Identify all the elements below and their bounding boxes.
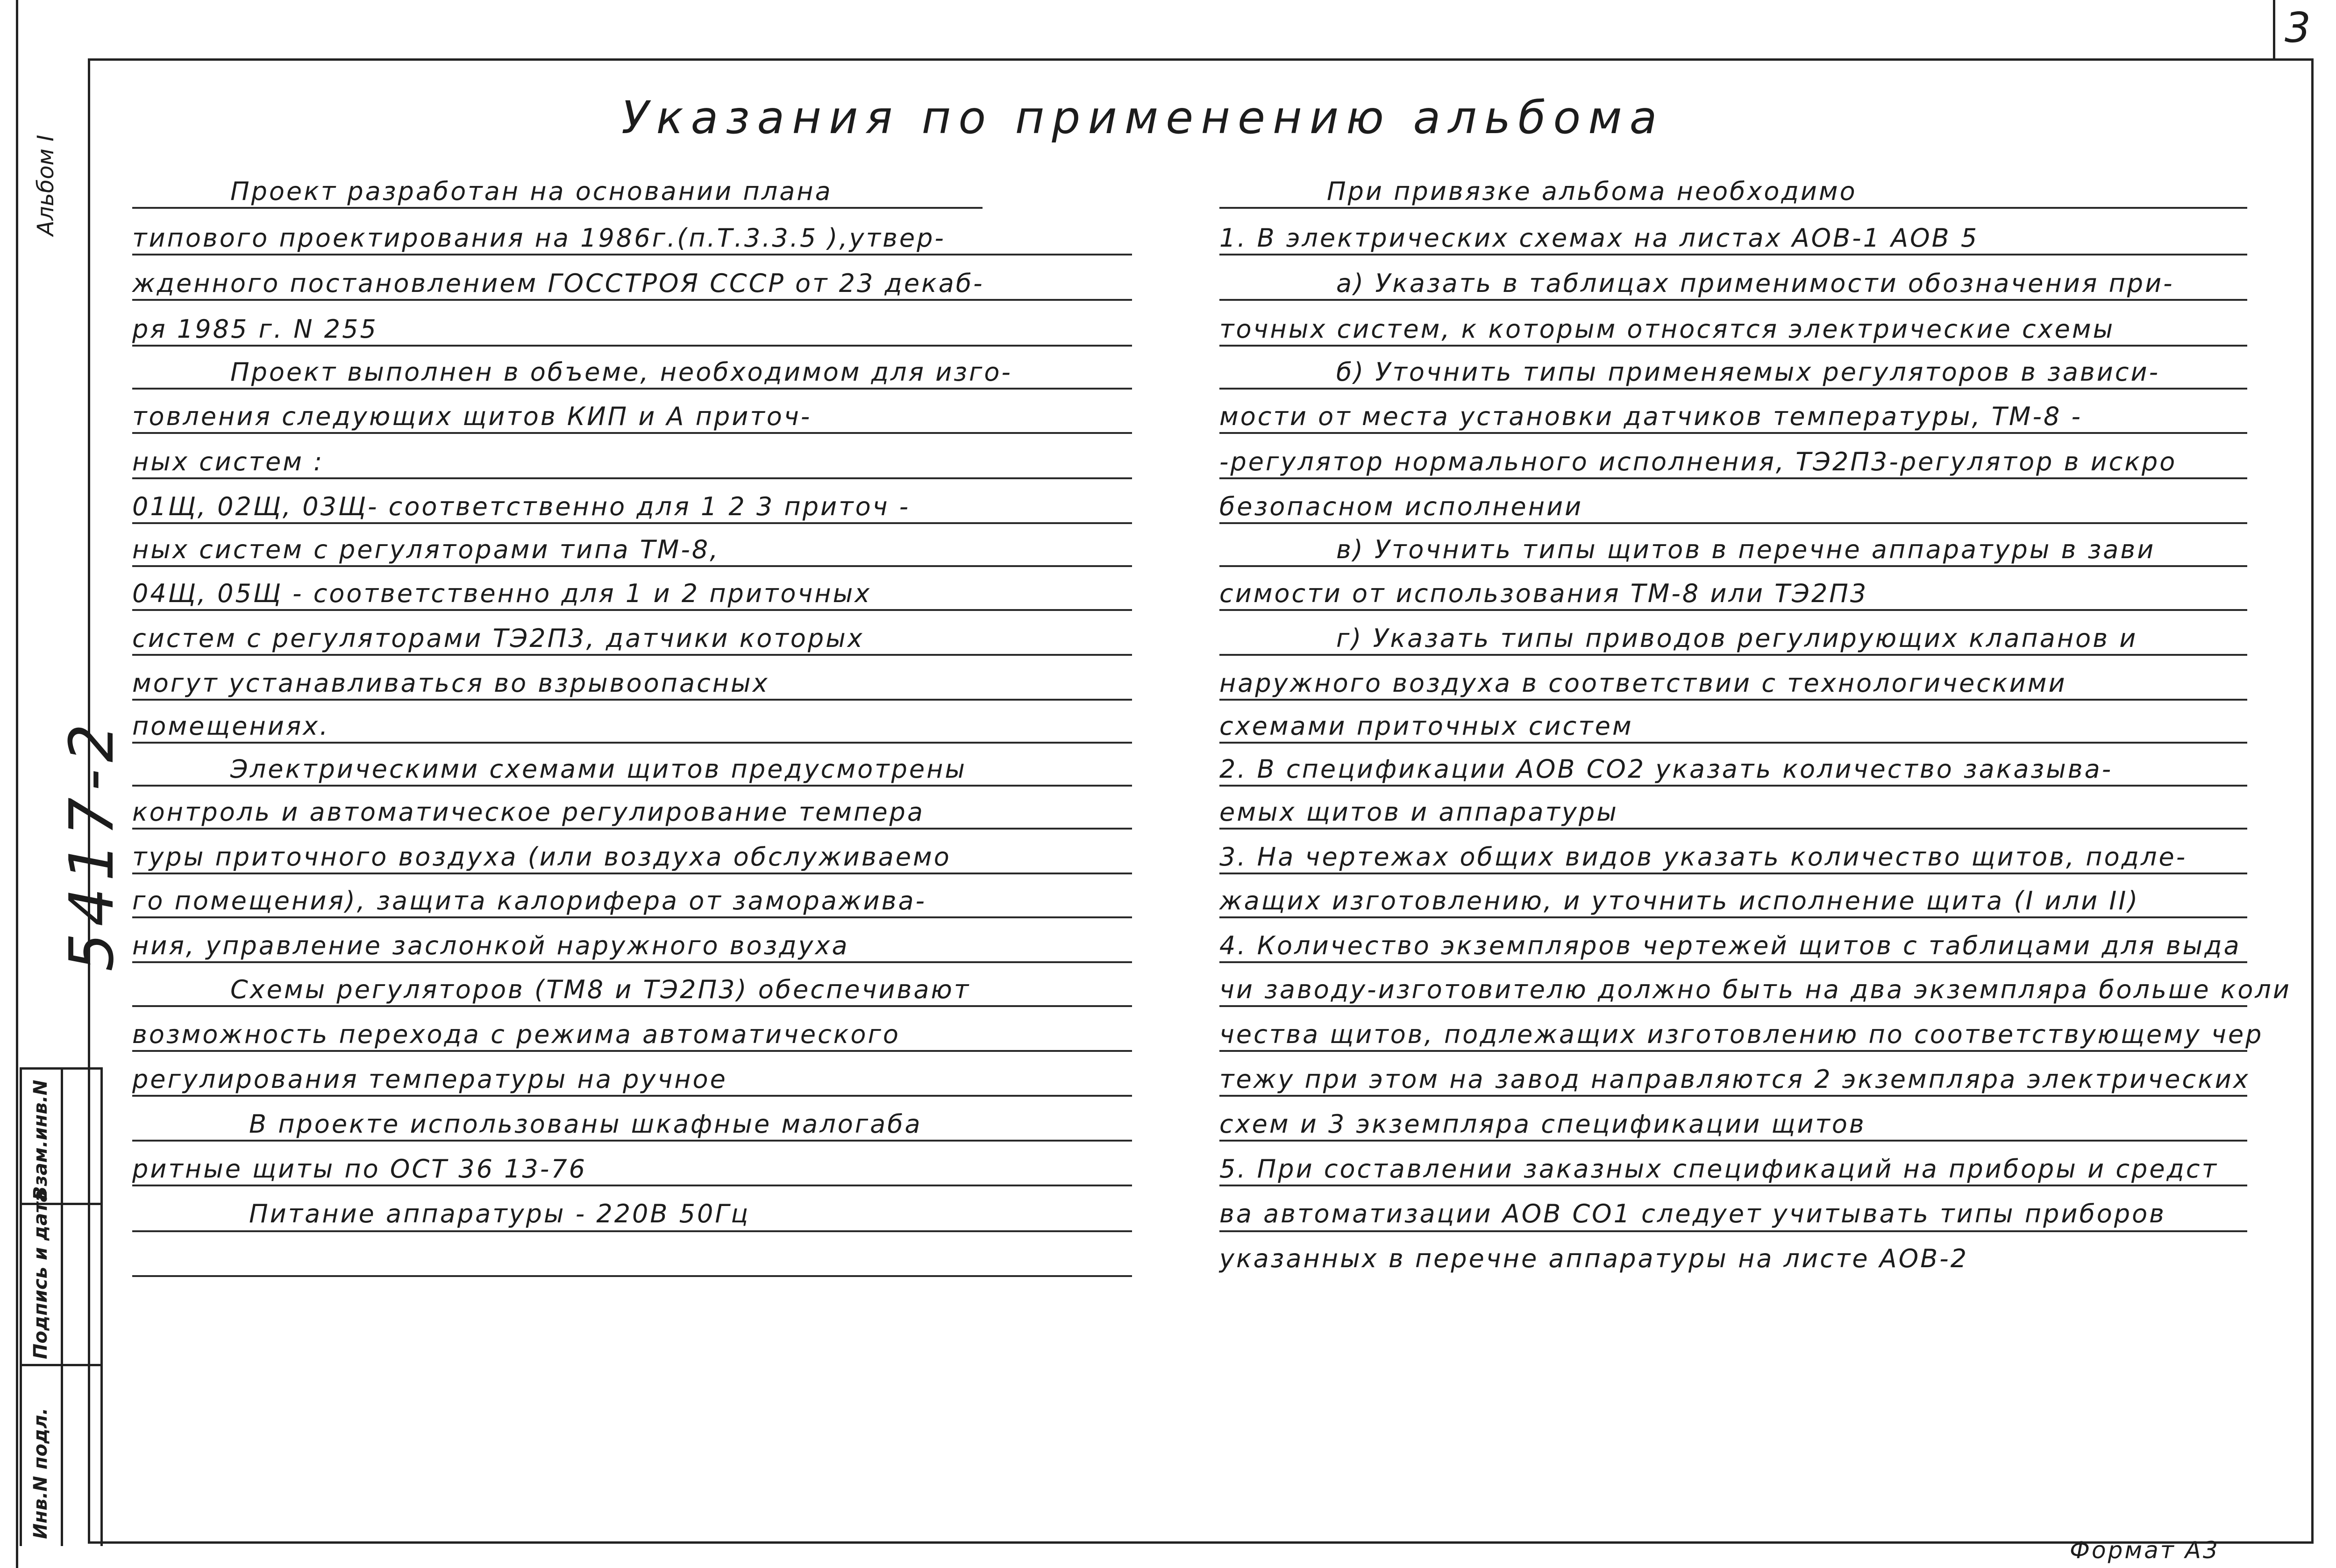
text-line: Электрическими схемами щитов предусмотрены	[230, 754, 967, 784]
ruled-line	[132, 828, 1132, 830]
text-line: возможность перехода с режима автоматического	[132, 1020, 900, 1049]
ruled-line	[1219, 916, 2247, 918]
ruled-line	[1219, 432, 2247, 434]
text-line: тежу при этом на завод направляются 2 экземпляра электрических	[1219, 1064, 2250, 1094]
ruled-line	[1219, 1050, 2247, 1052]
text-line: жащих изготовлению, и уточнить исполнение щита (I или II)	[1219, 886, 2140, 915]
text-line: ных систем :	[132, 447, 324, 476]
text-line: чи заводу-изготовителю должно быть на два экземпляра больше коли	[1219, 975, 2291, 1004]
ruled-line	[1219, 828, 2247, 830]
text-line: помещениях.	[132, 711, 330, 741]
ruled-line	[1219, 1230, 2247, 1232]
text-line: безопасном исполнении	[1219, 492, 1583, 521]
text-line: контроль и автоматическое регулирование темпера	[132, 797, 925, 827]
ruled-line	[1219, 477, 2247, 479]
ruled-line	[1219, 961, 2247, 963]
ruled-line	[132, 299, 1132, 301]
document-code: 5417-2	[56, 717, 127, 972]
ruled-line	[132, 961, 1132, 963]
ruled-line	[1219, 1140, 2247, 1142]
text-line: ритные щиты по ОСТ 36 13-76	[132, 1154, 587, 1184]
text-line: Проект разработан на основании плана	[230, 177, 833, 206]
text-line: 04Щ, 05Щ - соответственно для 1 и 2 приточных	[132, 579, 872, 608]
text-line: 4. Количество экземпляров чертежей щитов с таблицами для выда	[1219, 931, 2241, 960]
stamp-label-signature: Подпись и дата	[30, 1189, 51, 1359]
text-line: 3. На чертежах общих видов указать количество щитов, подле-	[1219, 842, 2187, 872]
ruled-line	[1219, 254, 2247, 255]
ruled-line	[132, 916, 1132, 918]
ruled-line	[1219, 785, 2247, 787]
stamp-label-inventory: Инв.N подл.	[30, 1408, 51, 1539]
text-line: Питание аппаратуры - 220В 50Гц	[249, 1199, 750, 1228]
ruled-line	[132, 207, 983, 209]
ruled-line	[132, 742, 1132, 744]
text-line: схемами приточных систем	[1219, 711, 1633, 741]
ruled-line	[1219, 388, 2247, 390]
text-line: в) Уточнить типы щитов в перечне аппаратуры в зави	[1336, 535, 2156, 564]
ruled-line	[132, 1140, 1132, 1142]
ruled-line	[1219, 299, 2247, 301]
text-line: г) Указать типы приводов регулирующих клапанов и	[1336, 624, 2138, 653]
text-line: могут устанавливаться во взрывоопасных	[132, 668, 769, 698]
ruled-line	[132, 1050, 1132, 1052]
text-line: 01Щ, 02Щ, 03Щ- соответственно для 1 2 3 приточ -	[132, 492, 911, 521]
text-line: типового проектирования на 1986г.(п.Т.3.3.5 ),утвер-	[132, 223, 946, 253]
text-line: Схемы регуляторов (ТМ8 и ТЭ2П3) обеспечивают	[230, 975, 971, 1004]
page-title: Указания по применению альбома	[621, 92, 1665, 144]
text-line: 5. При составлении заказных спецификаций на приборы и средст	[1219, 1154, 2219, 1184]
ruled-line	[1219, 345, 2247, 347]
ruled-line	[1219, 1005, 2247, 1007]
text-line: ния, управление заслонкой наружного воздуха	[132, 931, 849, 960]
ruled-line	[1219, 522, 2247, 524]
text-line: регулирования температуры на ручное	[132, 1064, 727, 1094]
text-line: товления следующих щитов КИП и А приточ-	[132, 402, 812, 431]
ruled-line	[132, 477, 1132, 479]
text-line: ря 1985 г. N 255	[132, 314, 378, 344]
text-line: го помещения), защита калорифера от замораживa-	[132, 886, 927, 915]
text-line: схем и 3 экземпляра спецификации щитов	[1219, 1109, 1866, 1139]
ruled-line	[1219, 654, 2247, 656]
ruled-line	[132, 1185, 1132, 1186]
ruled-line	[132, 785, 1132, 787]
ruled-line	[1219, 873, 2247, 874]
right-column	[1219, 0, 2289, 1568]
text-line: туры приточного воздуха (или воздуха обслуживаемо	[132, 842, 951, 872]
text-line: точных систем, к которым относятся электрические схемы	[1219, 314, 2115, 344]
ruled-line	[132, 1095, 1132, 1097]
ruled-line	[1219, 1185, 2247, 1186]
text-line: систем с регуляторами ТЭ2П3, датчики которых	[132, 624, 864, 653]
ruled-line	[132, 1005, 1132, 1007]
ruled-line	[132, 522, 1132, 524]
ruled-line	[132, 654, 1132, 656]
text-line: а) Указать в таблицах применимости обозначения при-	[1336, 269, 2174, 298]
text-line: жденного постановлением ГОССТРОЯ СССР от 23 декаб-	[132, 269, 984, 298]
ruled-line	[132, 1275, 1132, 1277]
text-line: В проекте использованы шкафные малогаба	[249, 1109, 922, 1139]
text-line: -регулятор нормального исполнения, ТЭ2П3-регулятор в искро	[1219, 447, 2177, 476]
ruled-line	[132, 699, 1132, 701]
text-line: чества щитов, подлежащих изготовлению по соответствующему чер	[1219, 1020, 2264, 1049]
text-line: симости от использования ТМ-8 или ТЭ2П3	[1219, 579, 1868, 608]
ruled-line	[132, 565, 1132, 567]
text-line: 1. В электрических схемах на листах АОВ-1 АОВ 5	[1219, 223, 1979, 253]
stamp-label-replace: Взам.инв.N	[30, 1079, 51, 1200]
stamp-table	[20, 1067, 103, 1546]
text-line: б) Уточнить типы применяемых регуляторов в зависи-	[1336, 357, 2160, 387]
text-line: ных систем с регуляторами типа ТМ-8,	[132, 535, 720, 564]
ruled-line	[1219, 609, 2247, 611]
text-line: емых щитов и аппаратуры	[1219, 797, 1618, 827]
album-label: Альбом I	[33, 135, 59, 236]
text-line: Проект выполнен в объеме, необходимом для изго-	[230, 357, 1012, 387]
ruled-line	[1219, 207, 2247, 209]
ruled-line	[132, 254, 1132, 255]
ruled-line	[1219, 699, 2247, 701]
text-line: ва автоматизации АОВ СО1 следует учитывать типы приборов	[1219, 1199, 2166, 1228]
ruled-line	[132, 345, 1132, 347]
page-number: 3	[2285, 4, 2311, 52]
text-line: мости от места установки датчиков температуры, ТМ-8 -	[1219, 402, 2083, 431]
sheet-outer-line	[16, 0, 18, 1568]
ruled-line	[132, 432, 1132, 434]
ruled-line	[1219, 1095, 2247, 1097]
text-line: 2. В спецификации АОВ СО2 указать количество заказыва-	[1219, 754, 2113, 784]
ruled-line	[132, 388, 1132, 390]
left-column	[132, 0, 1148, 1568]
ruled-line	[1219, 565, 2247, 567]
sheet-format-label: Формат А3	[2070, 1537, 2220, 1564]
ruled-line	[132, 873, 1132, 874]
text-line: наружного воздуха в соответствии с технологическими	[1219, 668, 2067, 698]
ruled-line	[1219, 742, 2247, 744]
text-line: При привязке альбома необходимо	[1327, 177, 1857, 206]
ruled-line	[132, 1230, 1132, 1232]
ruled-line	[132, 609, 1132, 611]
text-line: указанных в перечне аппаратуры на листе АОВ-2	[1219, 1244, 1969, 1273]
